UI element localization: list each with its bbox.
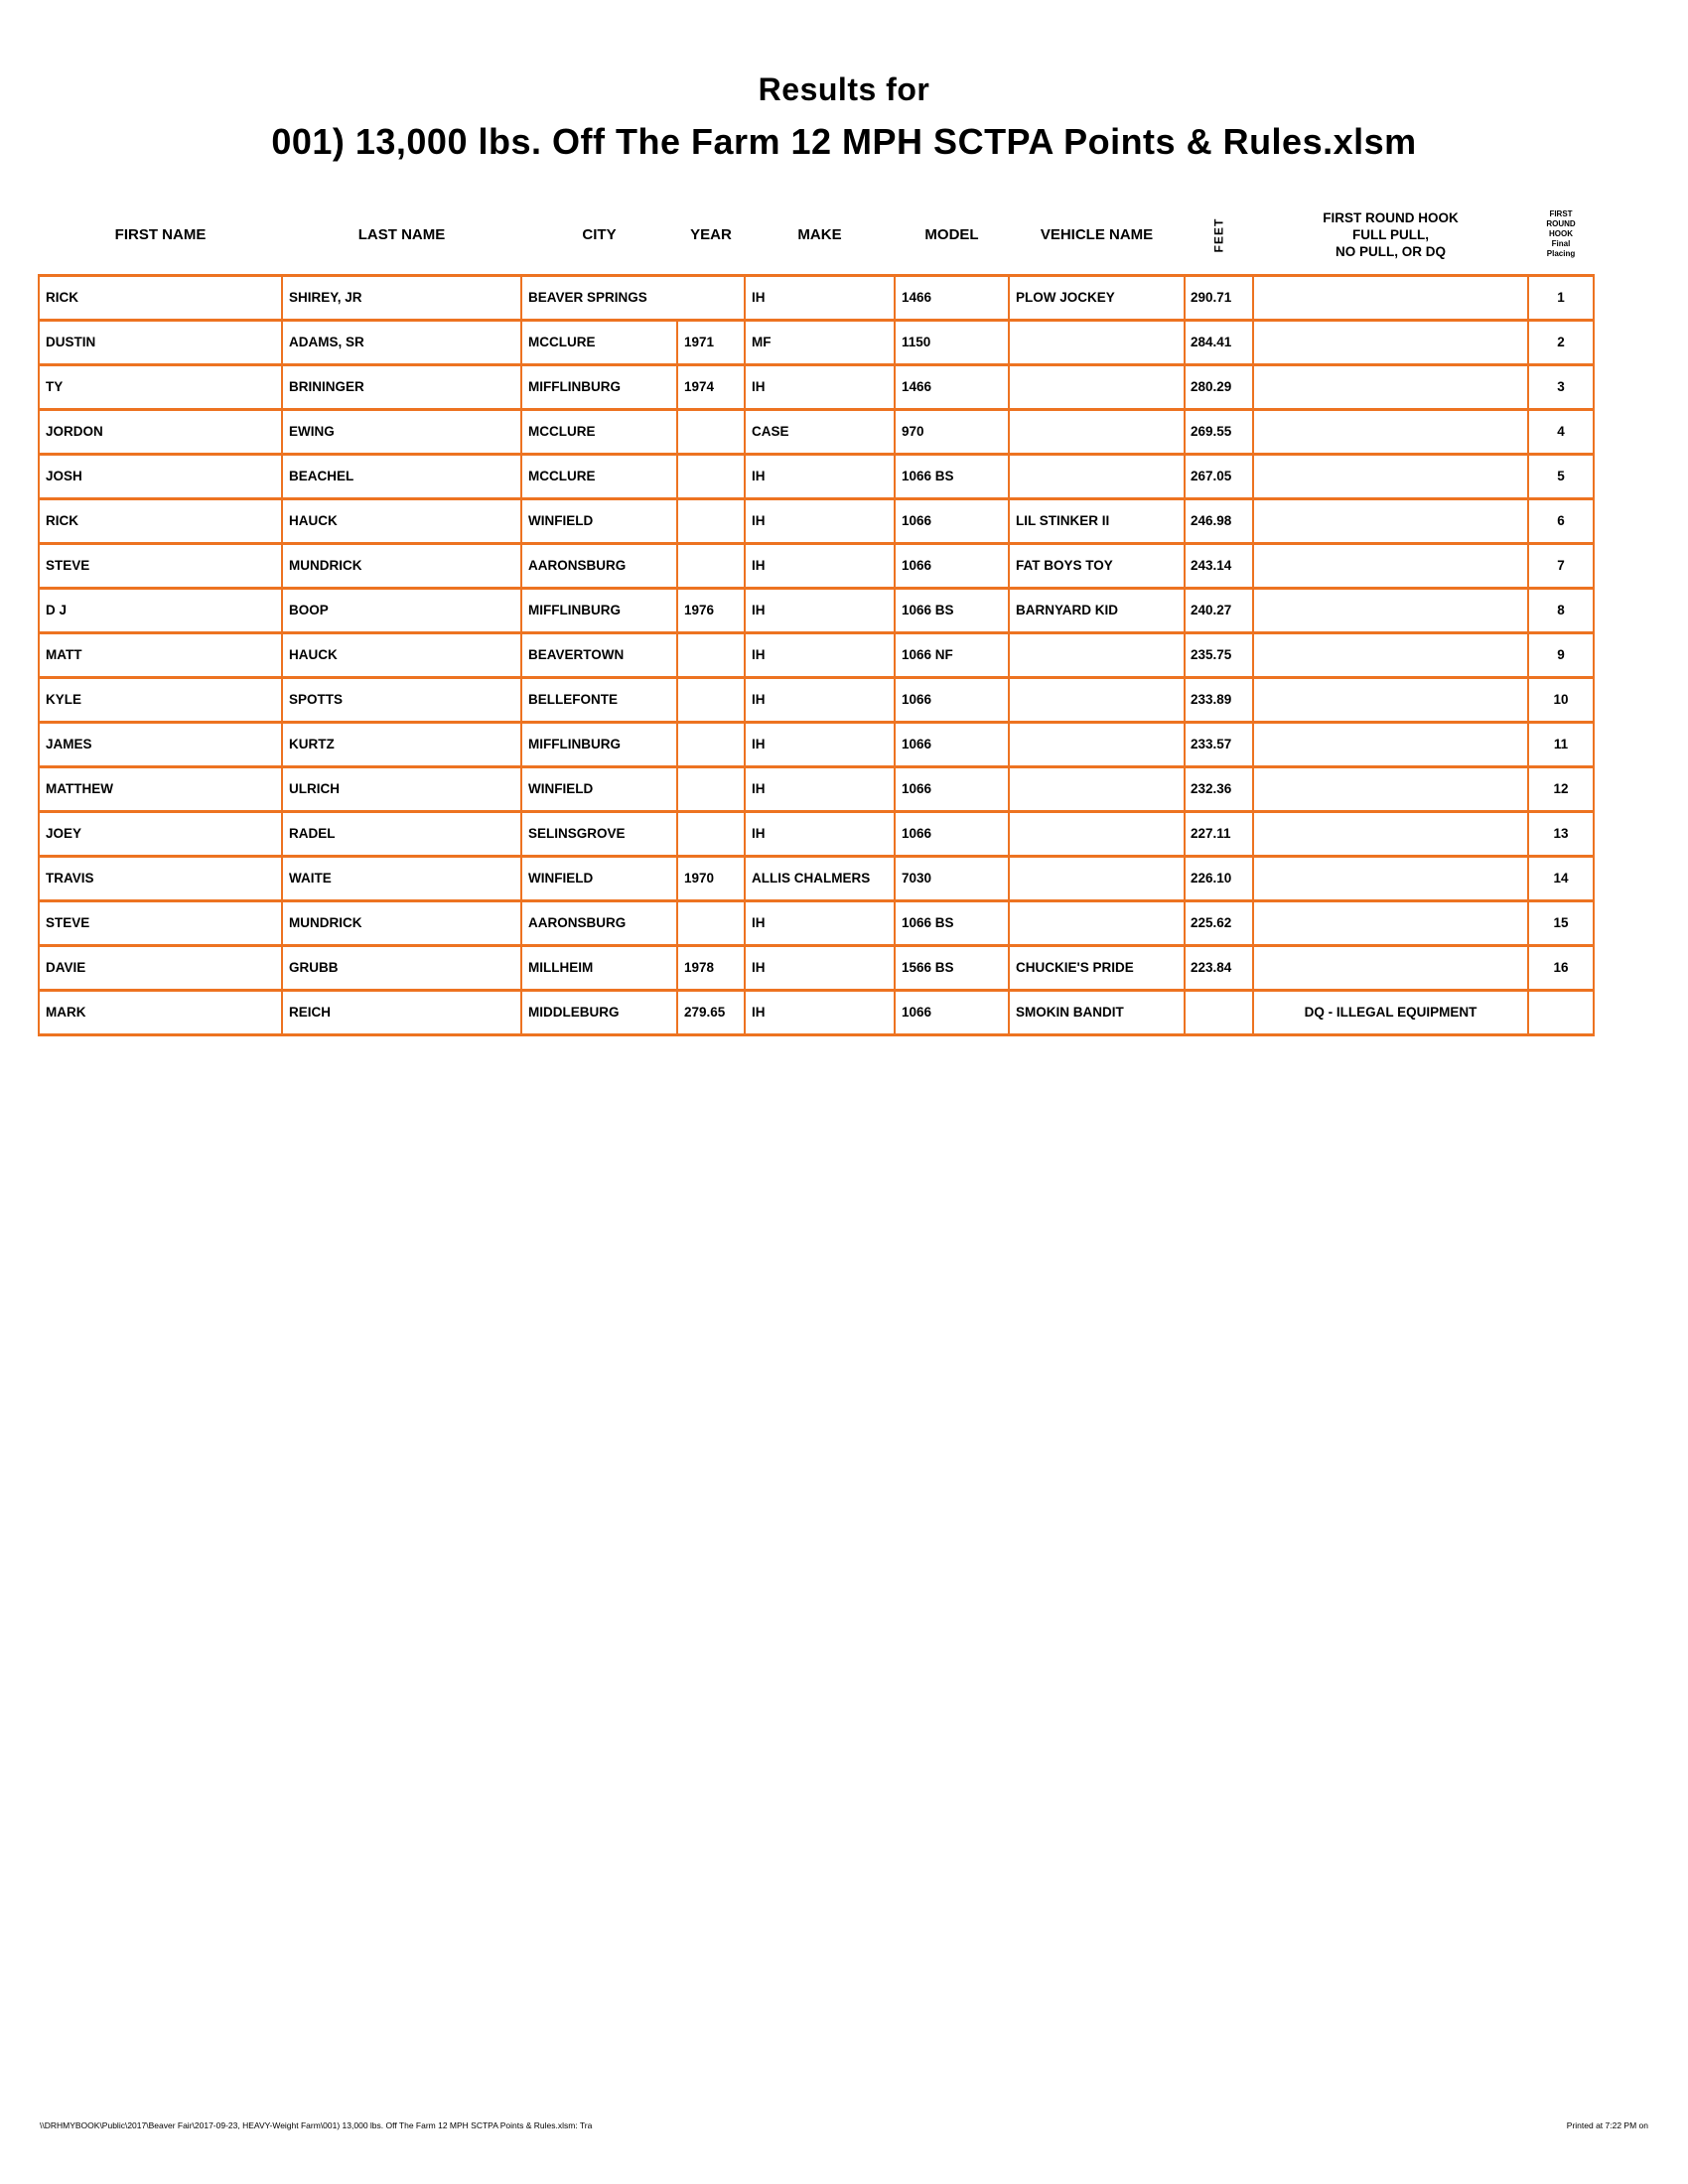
- table-row: [39, 677, 1594, 722]
- cell-placing: 10: [1528, 677, 1594, 722]
- cell-vehicle-name: [1009, 677, 1185, 722]
- cell-model: 1150: [895, 320, 1009, 364]
- cell-make: IH: [745, 900, 895, 945]
- cell-last-name: REICH: [282, 990, 521, 1034]
- cell-hook-result: [1253, 498, 1528, 543]
- cell-city: MIFFLINBURG: [521, 722, 677, 766]
- cell-last-name: ADAMS, SR: [282, 320, 521, 364]
- cell-hook-result: DQ - ILLEGAL EQUIPMENT: [1253, 990, 1528, 1034]
- cell-last-name: KURTZ: [282, 722, 521, 766]
- cell-city: WINFIELD: [521, 498, 677, 543]
- cell-year: [677, 543, 745, 588]
- cell-feet: 290.71: [1185, 275, 1253, 320]
- table-row: [39, 632, 1594, 677]
- cell-placing: 6: [1528, 498, 1594, 543]
- cell-city: MIDDLEBURG: [521, 990, 677, 1034]
- cell-city: SELINSGROVE: [521, 811, 677, 856]
- cell-feet: 233.57: [1185, 722, 1253, 766]
- cell-year: 1976: [677, 588, 745, 632]
- cell-last-name: ULRICH: [282, 766, 521, 811]
- table-row: [39, 588, 1594, 632]
- cell-placing: [1528, 990, 1594, 1034]
- cell-vehicle-name: PLOW JOCKEY: [1009, 275, 1185, 320]
- cell-vehicle-name: [1009, 364, 1185, 409]
- table-row: [39, 811, 1594, 856]
- cell-feet: [1185, 990, 1253, 1034]
- cell-vehicle-name: [1009, 900, 1185, 945]
- cell-vehicle-name: [1009, 409, 1185, 454]
- cell-vehicle-name: [1009, 632, 1185, 677]
- cell-vehicle-name: LIL STINKER II: [1009, 498, 1185, 543]
- header-feet: [1185, 196, 1253, 275]
- cell-city: WINFIELD: [521, 856, 677, 900]
- cell-feet: 269.55: [1185, 409, 1253, 454]
- cell-first-name: MARK: [39, 990, 282, 1034]
- cell-city: MCCLURE: [521, 454, 677, 498]
- table-header-row: [39, 196, 1594, 275]
- cell-first-name: DAVIE: [39, 945, 282, 990]
- table-row: [39, 454, 1594, 498]
- header-vehicle-name: VEHICLE NAME: [1040, 225, 1154, 243]
- cell-year: 1970: [677, 856, 745, 900]
- cell-placing: 1: [1528, 275, 1594, 320]
- footer-file-path: \\DRHMYBOOK\Public\2017\Beaver Fair\2017-09-23, HEAVY-Weight Farm\001) 13,000 lbs. Off The Farm 12 MPH SCTPA Points & Rules.xlsm: Tra: [40, 2120, 593, 2130]
- cell-placing: 12: [1528, 766, 1594, 811]
- footer-printed-at: Printed at 7:22 PM on: [1566, 2120, 1648, 2130]
- cell-placing: 9: [1528, 632, 1594, 677]
- cell-year: [677, 632, 745, 677]
- page-title: Results for: [758, 71, 930, 107]
- cell-vehicle-name: CHUCKIE'S PRIDE: [1009, 945, 1185, 990]
- table-row: [39, 766, 1594, 811]
- cell-make: IH: [745, 990, 895, 1034]
- cell-feet: 233.89: [1185, 677, 1253, 722]
- cell-city: AARONSBURG: [521, 543, 677, 588]
- cell-feet: 232.36: [1185, 766, 1253, 811]
- cell-model: 1466: [895, 364, 1009, 409]
- table-row: [39, 275, 1594, 320]
- cell-city: BELLEFONTE: [521, 677, 677, 722]
- cell-last-name: BEACHEL: [282, 454, 521, 498]
- cell-first-name: TY: [39, 364, 282, 409]
- cell-hook-result: [1253, 454, 1528, 498]
- cell-hook-result: [1253, 811, 1528, 856]
- cell-hook-result: [1253, 856, 1528, 900]
- results-table: [38, 196, 1595, 1036]
- cell-feet: 226.10: [1185, 856, 1253, 900]
- table-row: [39, 856, 1594, 900]
- cell-last-name: BOOP: [282, 588, 521, 632]
- cell-placing: 16: [1528, 945, 1594, 990]
- cell-hook-result: [1253, 588, 1528, 632]
- cell-city: BEAVER SPRINGS: [521, 275, 745, 320]
- cell-city: WINFIELD: [521, 766, 677, 811]
- cell-year: [677, 722, 745, 766]
- cell-feet: 227.11: [1185, 811, 1253, 856]
- cell-last-name: SHIREY, JR: [282, 275, 521, 320]
- cell-model: 1066: [895, 990, 1009, 1034]
- cell-model: 1066: [895, 543, 1009, 588]
- cell-model: 7030: [895, 856, 1009, 900]
- header-make: MAKE: [797, 225, 842, 243]
- cell-hook-result: [1253, 945, 1528, 990]
- cell-feet: 267.05: [1185, 454, 1253, 498]
- cell-vehicle-name: [1009, 454, 1185, 498]
- header-final-placing: FIRST ROUND HOOK Final Placing: [1546, 209, 1576, 259]
- cell-last-name: RADEL: [282, 811, 521, 856]
- cell-hook-result: [1253, 320, 1528, 364]
- cell-hook-result: [1253, 766, 1528, 811]
- cell-vehicle-name: FAT BOYS TOY: [1009, 543, 1185, 588]
- header-city: CITY: [582, 225, 617, 243]
- cell-year: [677, 766, 745, 811]
- cell-model: 1566 BS: [895, 945, 1009, 990]
- cell-first-name: MATT: [39, 632, 282, 677]
- cell-model: 1066 BS: [895, 454, 1009, 498]
- cell-vehicle-name: [1009, 766, 1185, 811]
- cell-placing: 14: [1528, 856, 1594, 900]
- cell-last-name: WAITE: [282, 856, 521, 900]
- cell-placing: 3: [1528, 364, 1594, 409]
- cell-year: 279.65: [677, 990, 745, 1034]
- cell-model: 1066: [895, 811, 1009, 856]
- cell-placing: 13: [1528, 811, 1594, 856]
- cell-feet: 246.98: [1185, 498, 1253, 543]
- cell-vehicle-name: [1009, 722, 1185, 766]
- cell-model: 970: [895, 409, 1009, 454]
- cell-year: [677, 409, 745, 454]
- header-year: YEAR: [690, 225, 732, 243]
- cell-model: 1066: [895, 498, 1009, 543]
- cell-first-name: TRAVIS: [39, 856, 282, 900]
- cell-year: 1978: [677, 945, 745, 990]
- cell-make: IH: [745, 677, 895, 722]
- cell-feet: 240.27: [1185, 588, 1253, 632]
- cell-vehicle-name: [1009, 811, 1185, 856]
- cell-make: ALLIS CHALMERS: [745, 856, 895, 900]
- table-row: [39, 900, 1594, 945]
- cell-year: 1974: [677, 364, 745, 409]
- page-subtitle: 001) 13,000 lbs. Off The Farm 12 MPH SCTPA Points & Rules.xlsm: [271, 121, 1417, 162]
- cell-city: BEAVERTOWN: [521, 632, 677, 677]
- cell-placing: 11: [1528, 722, 1594, 766]
- cell-model: 1066 NF: [895, 632, 1009, 677]
- cell-city: MCCLURE: [521, 409, 677, 454]
- table-row: [39, 320, 1594, 364]
- cell-placing: 8: [1528, 588, 1594, 632]
- cell-make: IH: [745, 275, 895, 320]
- cell-make: IH: [745, 454, 895, 498]
- cell-year: 1971: [677, 320, 745, 364]
- cell-last-name: BRININGER: [282, 364, 521, 409]
- cell-city: MIFFLINBURG: [521, 364, 677, 409]
- header-model: MODEL: [924, 225, 979, 243]
- header-last-name: LAST NAME: [357, 225, 446, 243]
- cell-model: 1066 BS: [895, 900, 1009, 945]
- cell-last-name: HAUCK: [282, 498, 521, 543]
- cell-last-name: EWING: [282, 409, 521, 454]
- cell-hook-result: [1253, 632, 1528, 677]
- table-row: [39, 498, 1594, 543]
- cell-first-name: JOSH: [39, 454, 282, 498]
- table-row: [39, 722, 1594, 766]
- cell-placing: 7: [1528, 543, 1594, 588]
- cell-last-name: MUNDRICK: [282, 543, 521, 588]
- cell-feet: 225.62: [1185, 900, 1253, 945]
- cell-last-name: MUNDRICK: [282, 900, 521, 945]
- table-row: [39, 990, 1594, 1034]
- cell-vehicle-name: [1009, 856, 1185, 900]
- cell-make: IH: [745, 945, 895, 990]
- cell-hook-result: [1253, 275, 1528, 320]
- cell-hook-result: [1253, 722, 1528, 766]
- cell-model: 1066 BS: [895, 588, 1009, 632]
- cell-feet: 223.84: [1185, 945, 1253, 990]
- cell-make: IH: [745, 498, 895, 543]
- cell-make: IH: [745, 722, 895, 766]
- cell-make: IH: [745, 632, 895, 677]
- cell-feet: 284.41: [1185, 320, 1253, 364]
- cell-vehicle-name: [1009, 320, 1185, 364]
- cell-city: MILLHEIM: [521, 945, 677, 990]
- table-row: [39, 945, 1594, 990]
- cell-model: 1066: [895, 722, 1009, 766]
- cell-last-name: SPOTTS: [282, 677, 521, 722]
- cell-first-name: DUSTIN: [39, 320, 282, 364]
- cell-make: CASE: [745, 409, 895, 454]
- cell-city: MIFFLINBURG: [521, 588, 677, 632]
- cell-city: AARONSBURG: [521, 900, 677, 945]
- cell-vehicle-name: BARNYARD KID: [1009, 588, 1185, 632]
- cell-city: MCCLURE: [521, 320, 677, 364]
- cell-first-name: JOEY: [39, 811, 282, 856]
- cell-year: [677, 811, 745, 856]
- cell-feet: 243.14: [1185, 543, 1253, 588]
- cell-feet: 235.75: [1185, 632, 1253, 677]
- table-body: [39, 275, 1594, 1034]
- cell-make: IH: [745, 766, 895, 811]
- cell-make: MF: [745, 320, 895, 364]
- cell-hook-result: [1253, 543, 1528, 588]
- cell-first-name: JORDON: [39, 409, 282, 454]
- cell-hook-result: [1253, 677, 1528, 722]
- cell-first-name: D J: [39, 588, 282, 632]
- cell-first-name: JAMES: [39, 722, 282, 766]
- cell-first-name: STEVE: [39, 543, 282, 588]
- table-row: [39, 543, 1594, 588]
- cell-placing: 5: [1528, 454, 1594, 498]
- cell-first-name: RICK: [39, 498, 282, 543]
- cell-first-name: RICK: [39, 275, 282, 320]
- cell-model: 1466: [895, 275, 1009, 320]
- cell-placing: 15: [1528, 900, 1594, 945]
- feet-rotated-label: FEET: [1211, 217, 1226, 253]
- cell-make: IH: [745, 588, 895, 632]
- cell-hook-result: [1253, 900, 1528, 945]
- cell-year: [677, 900, 745, 945]
- cell-model: 1066: [895, 766, 1009, 811]
- cell-model: 1066: [895, 677, 1009, 722]
- cell-placing: 4: [1528, 409, 1594, 454]
- cell-make: IH: [745, 364, 895, 409]
- header-first-name: FIRST NAME: [114, 225, 207, 243]
- cell-last-name: HAUCK: [282, 632, 521, 677]
- cell-make: IH: [745, 543, 895, 588]
- cell-year: [677, 498, 745, 543]
- cell-hook-result: [1253, 409, 1528, 454]
- cell-vehicle-name: SMOKIN BANDIT: [1009, 990, 1185, 1034]
- cell-make: IH: [745, 811, 895, 856]
- table-row: [39, 364, 1594, 409]
- cell-year: [677, 677, 745, 722]
- cell-placing: 2: [1528, 320, 1594, 364]
- cell-first-name: STEVE: [39, 900, 282, 945]
- cell-year: [677, 454, 745, 498]
- header-first-round-hook: FIRST ROUND HOOK FULL PULL, NO PULL, OR DQ: [1323, 209, 1459, 259]
- table-row: [39, 409, 1594, 454]
- cell-last-name: GRUBB: [282, 945, 521, 990]
- cell-first-name: KYLE: [39, 677, 282, 722]
- cell-feet: 280.29: [1185, 364, 1253, 409]
- cell-first-name: MATTHEW: [39, 766, 282, 811]
- cell-hook-result: [1253, 364, 1528, 409]
